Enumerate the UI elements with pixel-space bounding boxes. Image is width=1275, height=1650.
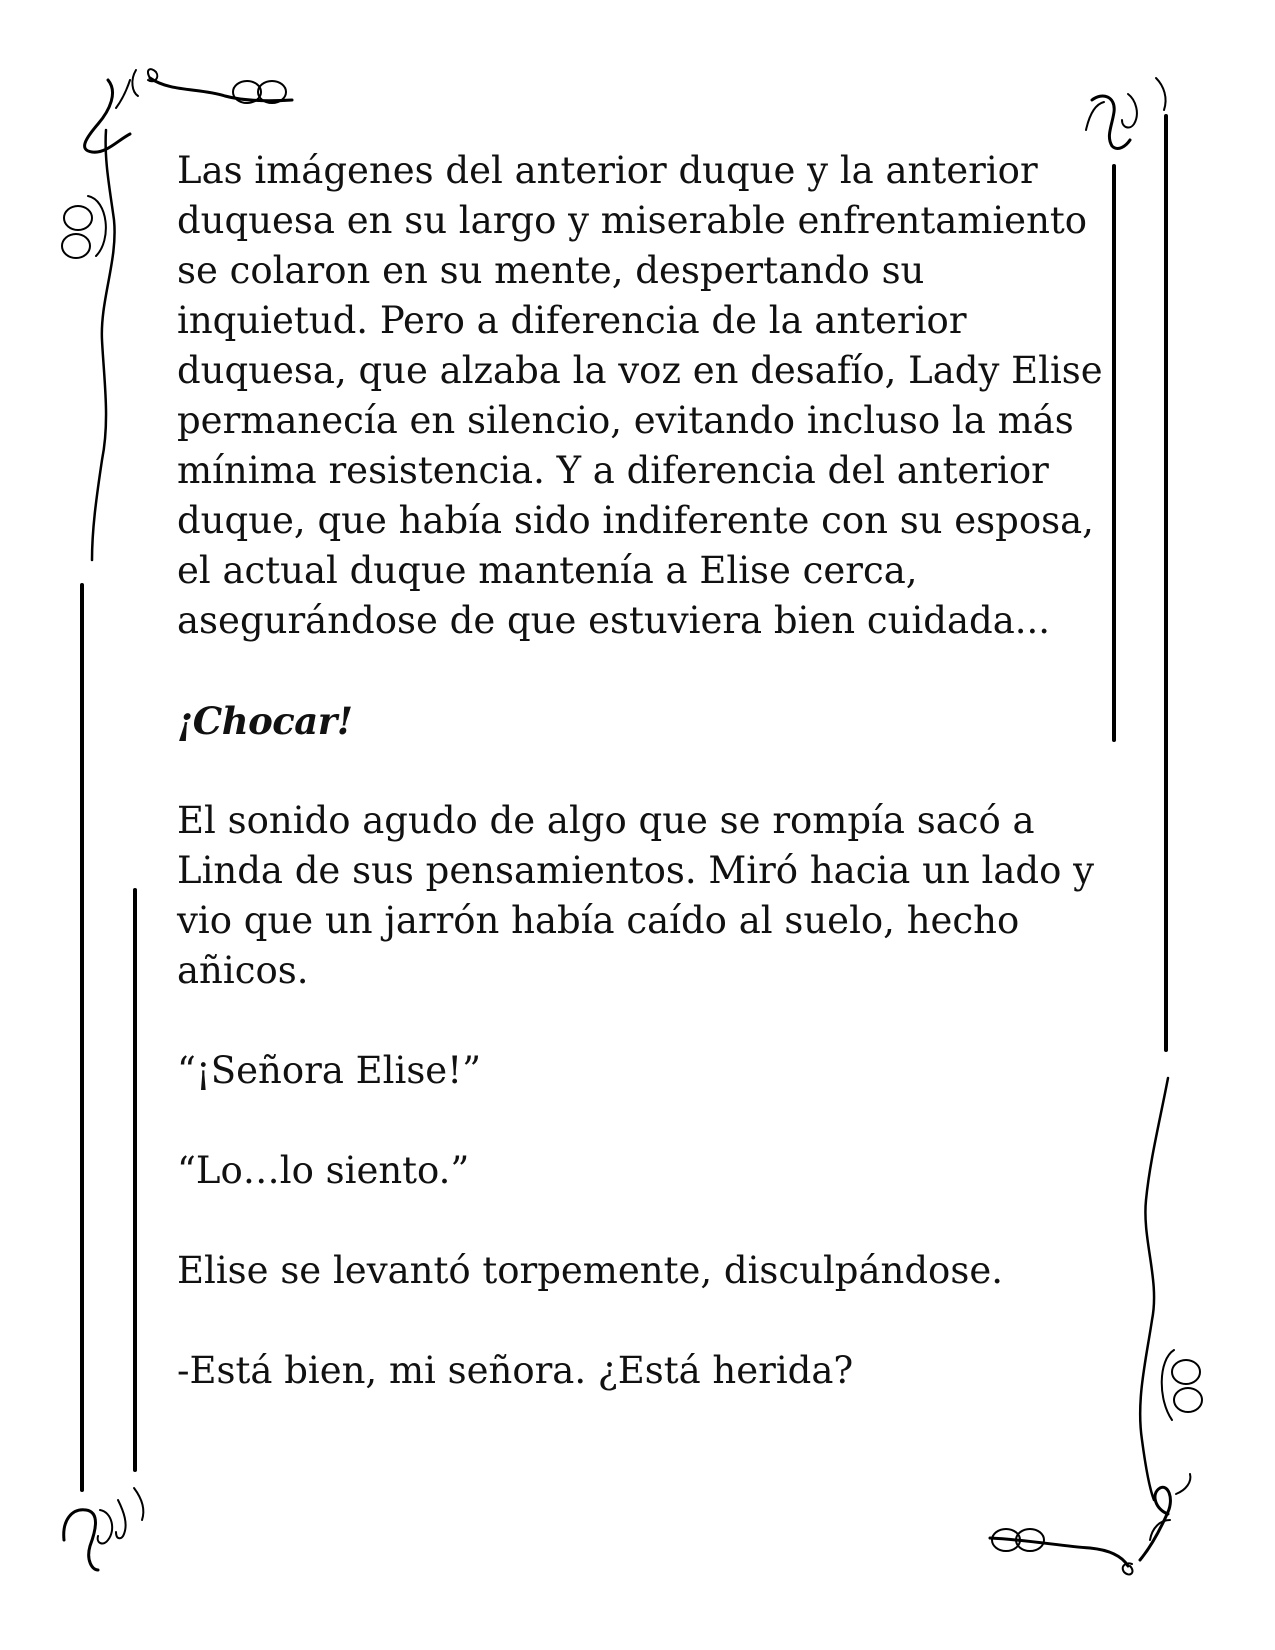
paragraph-1: Las imágenes del anterior duque y la anterior duquesa en su largo y miserable enfrentamiento se colaron en su mente, despertando su inquietud. Pero a diferencia de la anterior duquesa, que alzaba la voz en desafío, Lady Elise permanecía en silencio, evitando incluso la más mínima resistencia. Y a diferencia del anterior duque, que había sido indiferente con su esposa, el actual duque mantenía a Elise cerca, asegurándose de que estuviera bien cuidada...: [177, 149, 1103, 642]
dialogue-line-3: -Está bien, mi señora. ¿Está herida?: [177, 1349, 854, 1392]
document-body: [177, 146, 1117, 1396]
paragraph-6: Elise se levantó torpemente, disculpándose.: [177, 1249, 1003, 1292]
dialogue-line-1: “¡Señora Elise!”: [177, 1049, 481, 1092]
sound-effect: ¡Chocar!: [177, 699, 353, 743]
dialogue-line-2: “Lo…lo siento.”: [177, 1149, 470, 1192]
paragraph-3: El sonido agudo de algo que se rompía sacó a Linda de sus pensamientos. Miró hacia un lado y vio que un jarrón había caído al suelo, hecho añicos.: [177, 799, 1095, 992]
